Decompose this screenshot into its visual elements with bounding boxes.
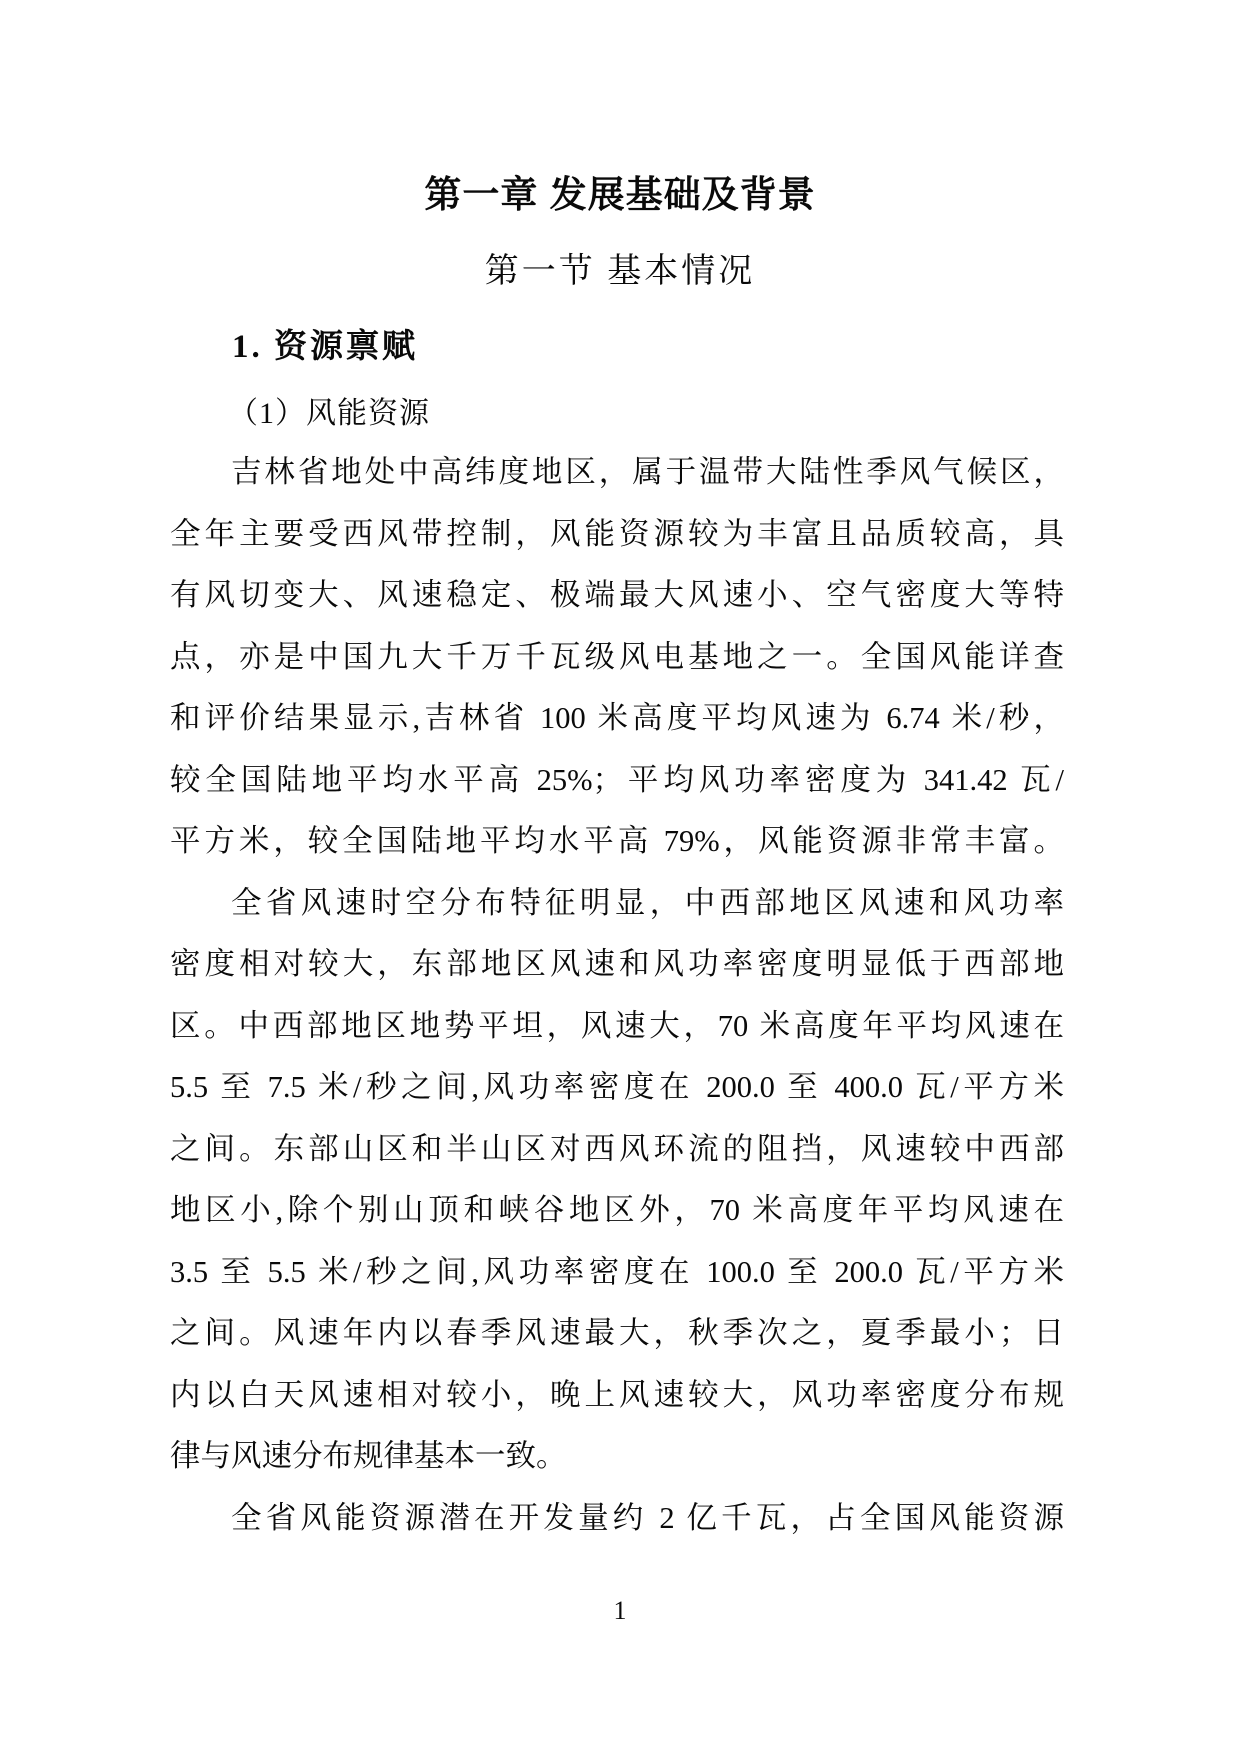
text-line: 密度相对较大，东部地区风速和风功率密度明显低于西部地 [170,947,1064,981]
text-line: 点，亦是中国九大千万千瓦级风电基地之一。全国风能详查 [170,639,1064,674]
section-title: 第一节 基本情况 [484,253,756,290]
numbered-heading: 1. 资源禀赋 [232,329,418,365]
text-line: 律与风速分布规律基本一致。 [170,1439,567,1473]
chapter-title: 第一章 发展基础及背景 [424,174,816,215]
text-line: 和评价结果显示,吉林省 100 米高度平均风速为 6.74 米/秒， [170,701,1064,735]
text-line: 之间。东部山区和半山区对西风环流的阻挡，风速较中西部 [170,1131,1064,1166]
text-line: 地区小,除个别山顶和峡谷地区外，70 米高度年平均风速在 [170,1193,1064,1227]
text-line: 之间。风速年内以春季风速最大，秋季次之，夏季最小；日 [170,1316,1064,1350]
text-line: 全年主要受西风带控制，风能资源较为丰富且品质较高，具 [170,516,1064,551]
text-line: 5.5 至 7.5 米/秒之间,风功率密度在 200.0 至 400.0 瓦/平方米 [170,1070,1064,1104]
text-line: 较全国陆地平均水平高 25%；平均风功率密度为 341.42 瓦/ [170,762,1064,797]
text-line: 平方米，较全国陆地平均水平高 79%，风能资源非常丰富。 [170,824,1064,858]
sub-heading: （1）风能资源 [228,397,430,430]
text-line: 有风切变大、风速稳定、极端最大风速小、空气密度大等特 [170,578,1064,612]
paragraph-1 [170,442,1064,873]
text-line: 全省风能资源潜在开发量约 2 亿千瓦，占全国风能资源 [231,1500,1064,1535]
text-line: 内以白天风速相对较小，晚上风速较大，风功率密度分布规 [170,1377,1064,1412]
text-line: 全省风速时空分布特征明显，中西部地区风速和风功率 [231,885,1064,920]
text-line: 吉林省地处中高纬度地区，属于温带大陆性季风气候区， [231,455,1064,489]
text-line: 3.5 至 5.5 米/秒之间,风功率密度在 100.0 至 200.0 瓦/平方米 [170,1254,1064,1289]
body-text [170,442,1064,1549]
page-number: 1 [613,1596,627,1625]
paragraph-3 [170,1488,1064,1550]
text-line: 区。中西部地区地势平坦，风速大，70 米高度年平均风速在 [170,1008,1064,1043]
paragraph-2 [170,873,1064,1488]
